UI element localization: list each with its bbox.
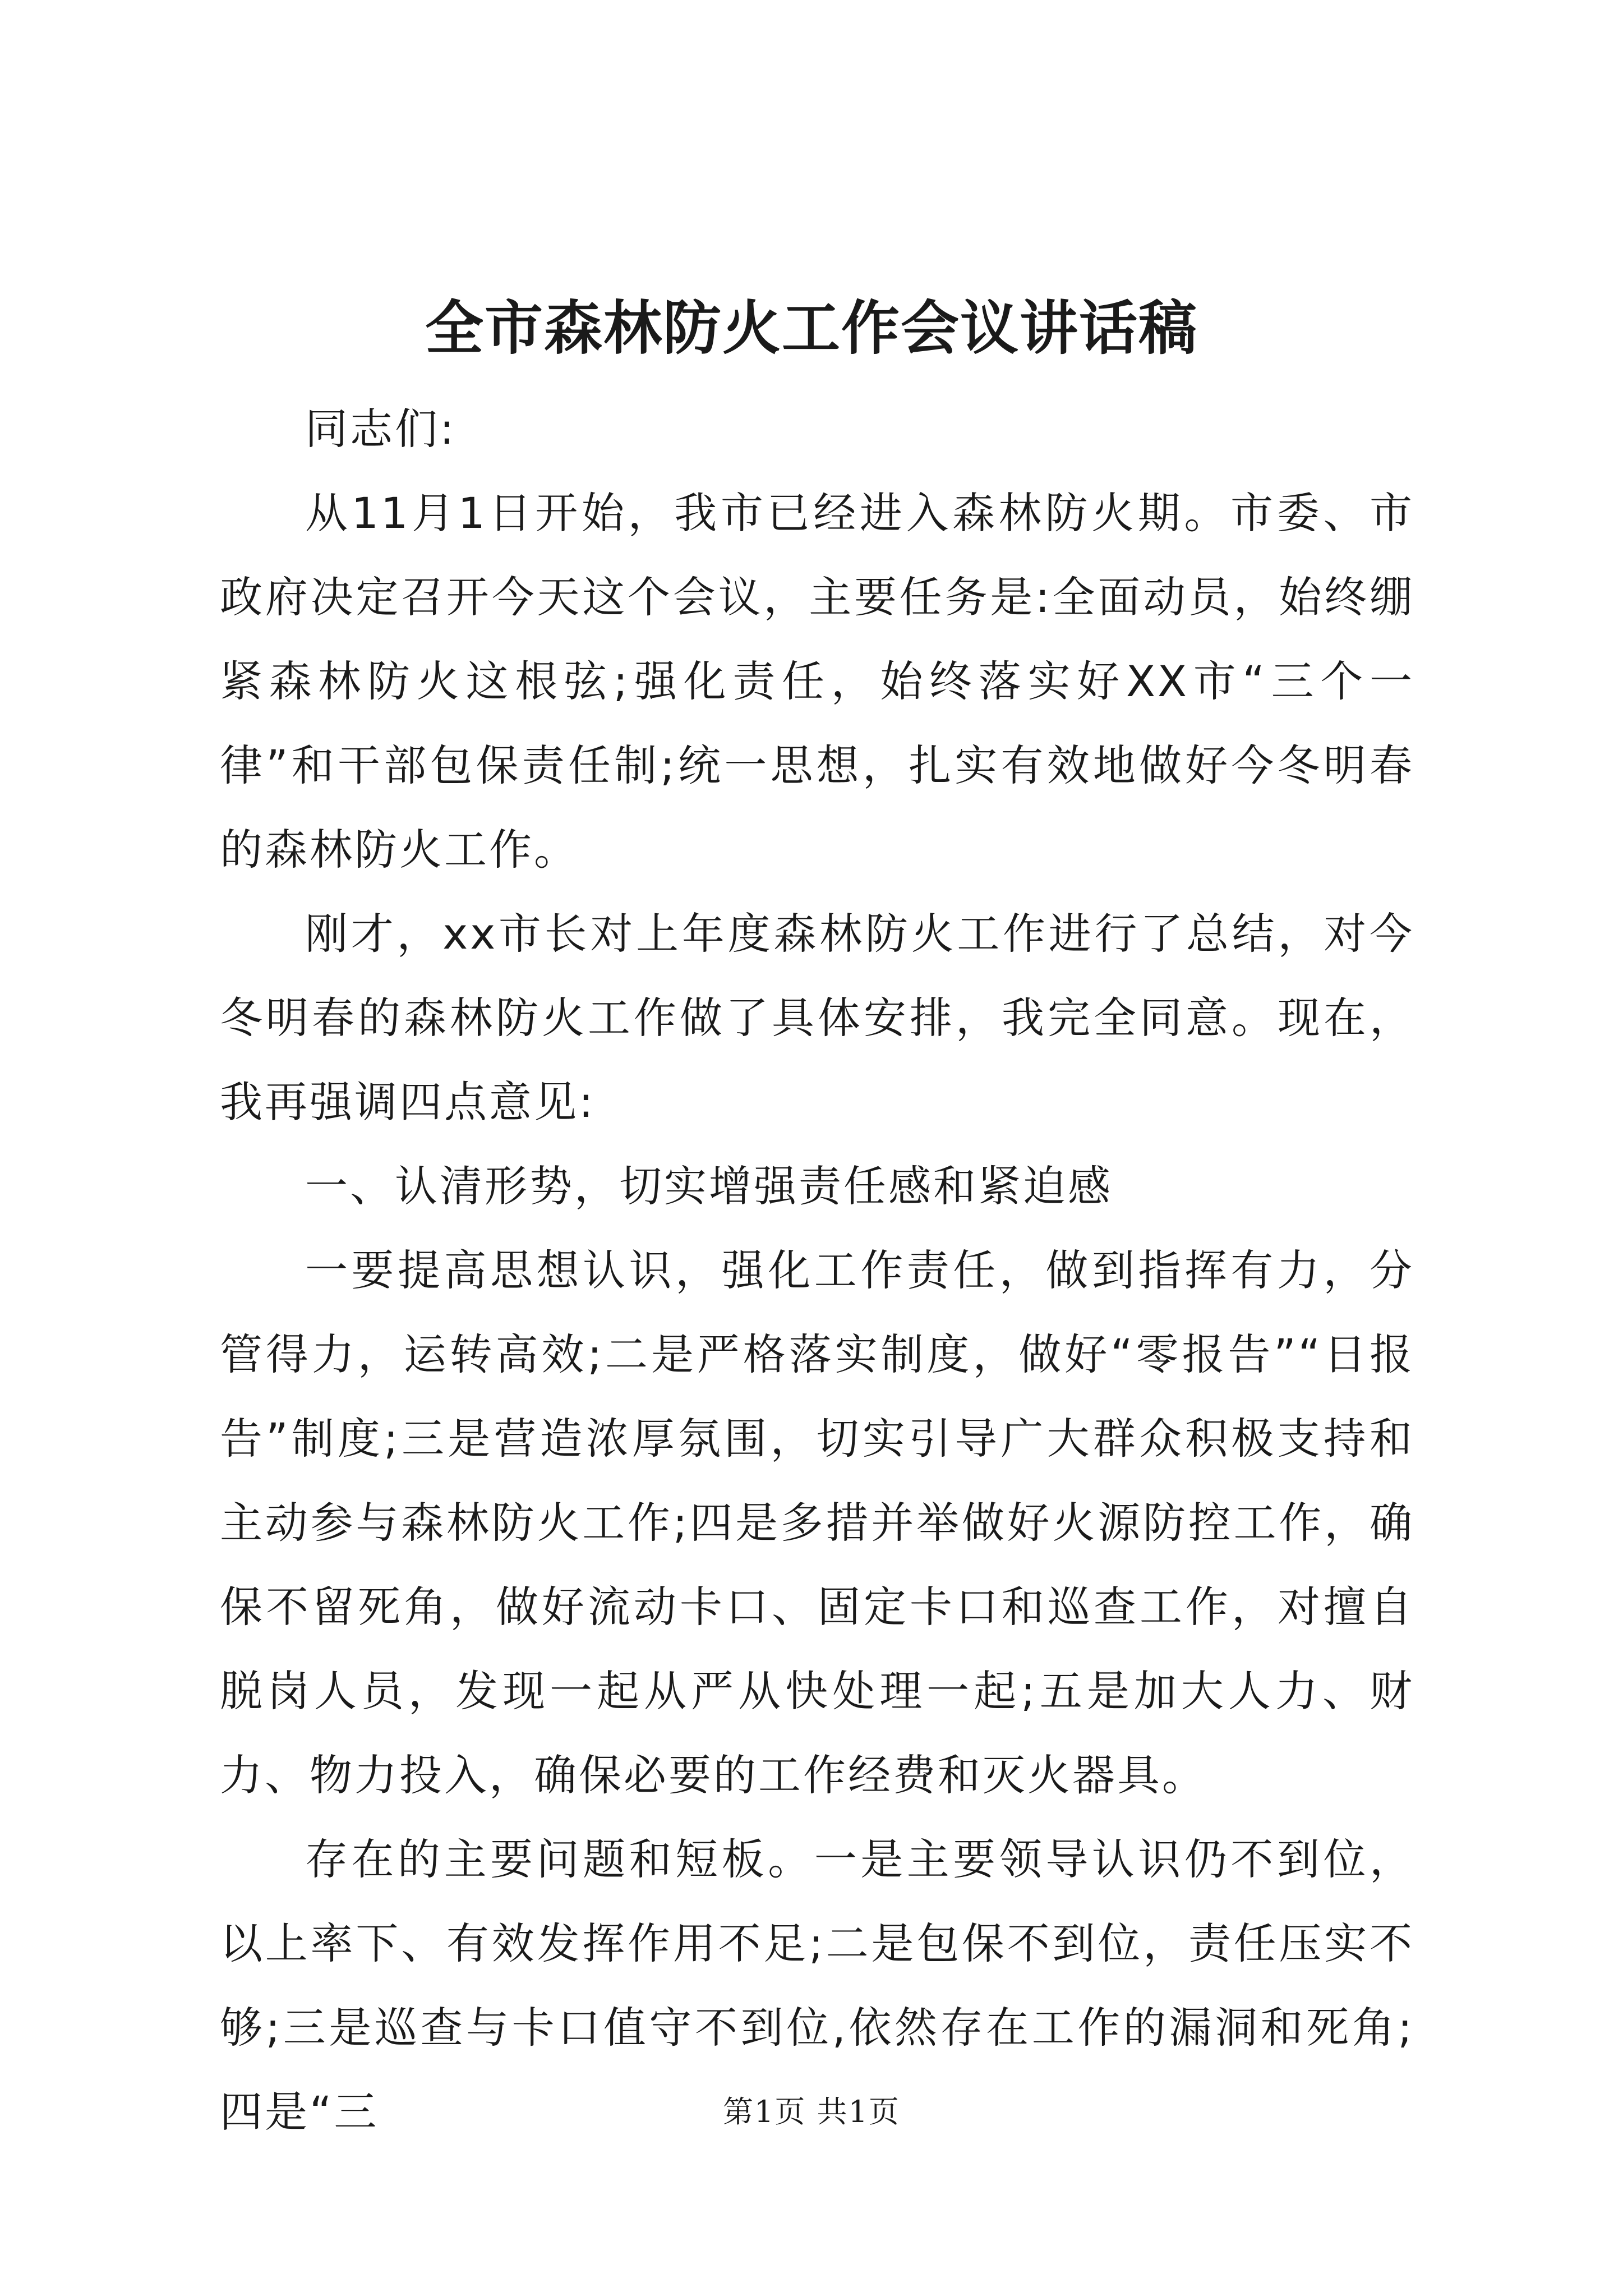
section-heading-1: 一、认清形势，切实增强责任感和紧迫感 — [305, 1161, 1113, 1211]
paragraph-problems: 存在的主要问题和短板。一是主要领导认识仍不到位，以上率下、有效发挥作用不足;二是包保不到位，责任压实不够;三是巡查与卡口值守不到位,依然存在工作的漏洞和死角;四是“三 — [220, 1834, 1414, 2137]
paragraph-summary: 刚才，xx市长对上年度森林防火工作进行了总结，对今冬明春的森林防火工作做了具体安排，我完全同意。现在，我再强调四点意见: — [220, 909, 1414, 1127]
paragraph-requirements: 一要提高思想认识，强化工作责任，做到指挥有力，分管得力，运转高效;二是严格落实制度，做好“零报告”“日报告”制度;三是营造浓厚氛围，切实引导广大群众积极支持和主动参与森林防火工作;四是多措并举做好火源防控工作，确保不留死角，做好流动卡口、固定卡口和巡查工作，对擅自脱岗人员，发现一起从严从快处理一起;五是加大人力、财力、物力投入，确保必要的工作经费和灭火器具。 — [220, 1245, 1414, 1800]
paragraph-intro: 从11月1日开始，我市已经进入森林防火期。市委、市政府决定召开今天这个会议，主要任务是:全面动员，始终绷紧森林防火这根弦;强化责任，始终落实好XX市“三个一律”和干部包保责任制;统一思想，扎实有效地做好今冬明春的森林防火工作。 — [220, 488, 1414, 875]
document-title: 全市森林防火工作会议讲话稿 — [425, 293, 1198, 362]
document-body — [220, 387, 1414, 2154]
paragraph-salutation: 同志们: — [305, 404, 457, 454]
page-footer: 第1页 共1页 — [723, 2094, 900, 2129]
